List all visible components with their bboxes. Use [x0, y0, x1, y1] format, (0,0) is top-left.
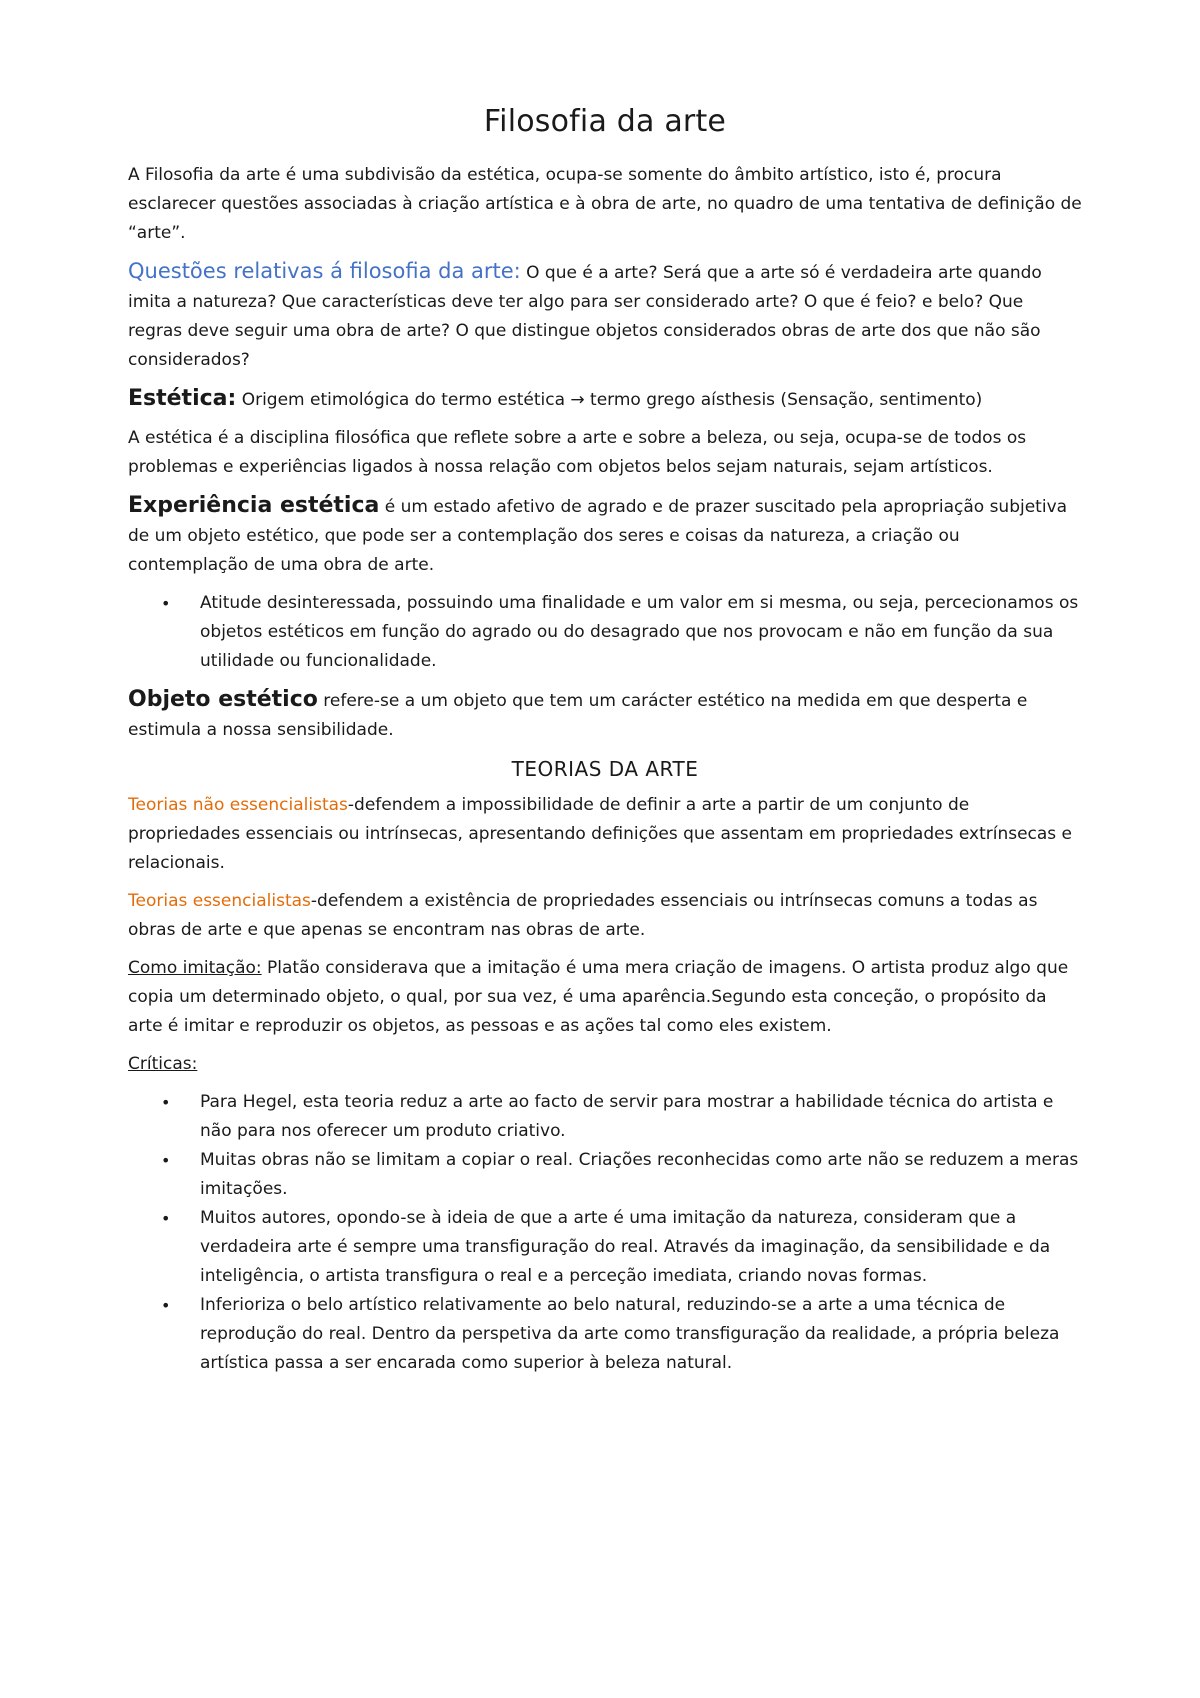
estetica-heading: Estética:	[128, 386, 237, 411]
experiencia-paragraph	[128, 491, 1082, 580]
list-item	[161, 589, 1082, 676]
list-item-text: Muitos autores, opondo-se à ideia de que a arte é uma imitação da natureza, consideram que a verdadeira arte é sempre uma transfiguração do real. Através da imaginação, da sensibilidade e da inteligência, o artista transfigura o real e a perceção imediata, criando novas formas.	[200, 1208, 1051, 1286]
nao-essencialistas-text: -defendem a impossibilidade de definir a arte a partir de um conjunto de propriedades essenciais ou intrínsecas, apresentando definições que assentam em propriedades extrínsecas e relacionais.	[128, 795, 1073, 873]
criticas-bullet-list	[128, 1088, 1082, 1378]
estetica-paragraph	[128, 384, 1082, 415]
questoes-text: O que é a arte? Será que a arte só é verdadeira arte quando imita a natureza? Que características deve ter algo para ser considerado arte? O que é feio? e belo? Que regras deve seguir uma obra de arte? O que distingue objetos considerados obras de arte dos que não são considerados?	[128, 263, 1042, 370]
objeto-heading: Objeto estético	[128, 687, 318, 712]
estetica-definition: A estética é a disciplina filosófica que reflete sobre a arte e sobre a beleza, ou seja, ocupa-se de todos os problemas e experiências ligados à nossa relação com objetos belos sejam naturais, sejam artísticos.	[128, 428, 1027, 477]
essencialistas-heading: Teorias essencialistas	[128, 891, 311, 911]
imitacao-heading: Como imitação:	[128, 958, 262, 978]
list-item	[161, 1088, 1082, 1146]
estetica-text: Origem etimológica do termo estética → termo grego aísthesis (Sensação, sentimento)	[236, 390, 983, 410]
document-title: Filosofia da arte	[483, 104, 727, 139]
bullet-icon: •	[161, 1093, 171, 1112]
nao-essencialistas-paragraph	[128, 791, 1082, 878]
intro-paragraph: A Filosofia da arte é uma subdivisão da estética, ocupa-se somente do âmbito artístico, isto é, procura esclarecer questões associadas à criação artística e à obra de arte, no quadro de uma tentativa de definição de “arte”.	[128, 165, 1082, 243]
list-item	[161, 1291, 1082, 1378]
experiencia-bullet-list	[128, 589, 1082, 676]
bullet-icon: •	[161, 1151, 171, 1170]
imitacao-text: Platão considerava que a imitação é uma mera criação de imagens. O artista produz algo que copia um determinado objeto, o qual, por sua vez, é uma aparência.Segundo esta conceção, o propósito da arte é imitar e reproduzir os objetos, as pessoas e as ações tal como eles existem.	[128, 958, 1069, 1036]
list-item	[161, 1204, 1082, 1291]
list-item-text: Para Hegel, esta teoria reduz a arte ao facto de servir para mostrar a habilidade técnica do artista e não para nos oferecer um produto criativo.	[200, 1092, 1054, 1141]
essencialistas-paragraph	[128, 887, 1082, 945]
experiencia-heading: Experiência estética	[128, 493, 380, 518]
criticas-label: Críticas:	[128, 1054, 198, 1074]
bullet-icon: •	[161, 1296, 171, 1315]
essencialistas-text: -defendem a existência de propriedades essenciais ou intrínsecas comuns a todas as obras de arte e que apenas se encontram nas obras de arte.	[128, 891, 1038, 940]
imitacao-paragraph	[128, 954, 1082, 1041]
experiencia-text: é um estado afetivo de agrado e de prazer suscitado pela apropriação subjetiva de um objeto estético, que pode ser a contemplação dos seres e coisas da natureza, a criação ou contemplação de uma obra de arte.	[128, 497, 1068, 575]
bullet-icon: •	[161, 594, 171, 613]
objeto-text: refere-se a um objeto que tem um carácter estético na medida em que desperta e estimula a nossa sensibilidade.	[128, 691, 1028, 740]
list-item-text: Inferioriza o belo artístico relativamente ao belo natural, reduzindo-se a arte a uma técnica de reprodução do real. Dentro da perspetiva da arte como transfiguração da realidade, a própria beleza artística passa a ser encarada como superior à beleza natural.	[200, 1295, 1060, 1373]
list-item-text: Atitude desinteressada, possuindo uma finalidade e um valor em si mesma, ou seja, percecionamos os objetos estéticos em função do agrado ou do desagrado que nos provocam e não em função da sua utilidade ou funcionalidade.	[200, 593, 1079, 671]
objeto-paragraph	[128, 685, 1082, 745]
nao-essencialistas-heading: Teorias não essencialistas	[128, 795, 348, 815]
list-item-text: Muitas obras não se limitam a copiar o real. Criações reconhecidas como arte não se reduzem a meras imitações.	[200, 1150, 1079, 1199]
questoes-paragraph	[128, 257, 1082, 375]
criticas-paragraph	[128, 1050, 1082, 1079]
questoes-heading: Questões relativas á filosofia da arte:	[128, 259, 521, 283]
list-item	[161, 1146, 1082, 1204]
bullet-icon: •	[161, 1209, 171, 1228]
teorias-title: TEORIAS DA ARTE	[511, 757, 699, 781]
